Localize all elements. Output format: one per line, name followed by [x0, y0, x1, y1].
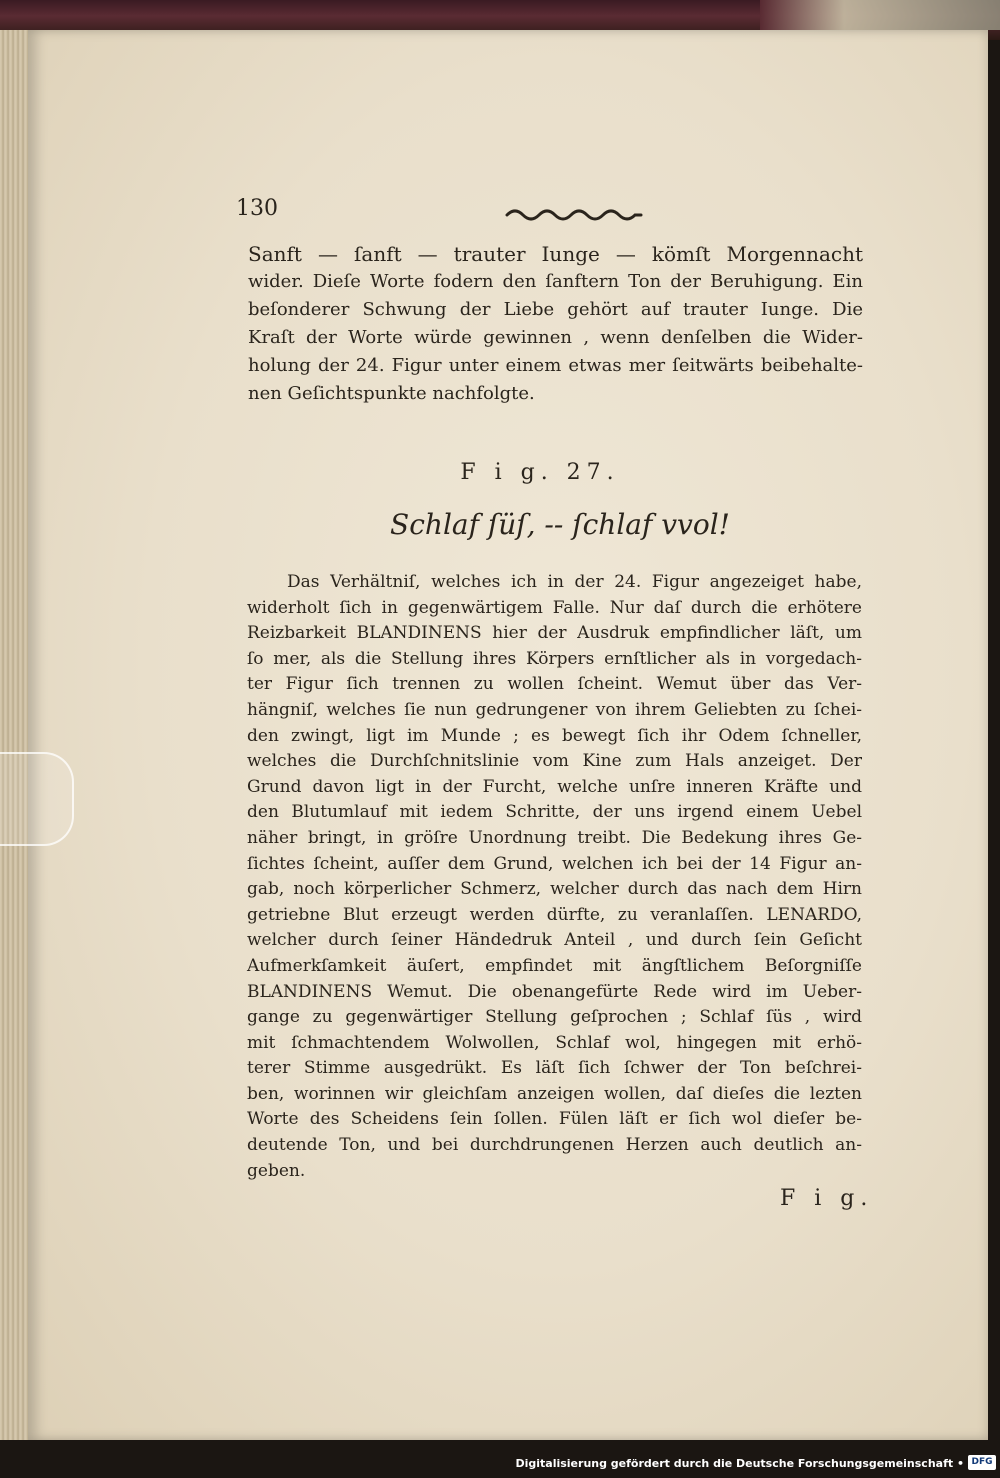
figure-label: F i g. 27. [460, 460, 620, 485]
text-line: den zwingt, ligt im Munde ; es bewegt ſich ihr Odem ſchneller, [247, 725, 862, 746]
text-line: hängniſ, welches ſie nun gedrungener von ihrem Geliebten zu ſchei- [247, 699, 862, 720]
decorative-wave-rule-icon [505, 205, 643, 223]
dfg-logo: DFG [968, 1455, 996, 1470]
text-line: wider. Dieſe Worte fodern den ſanftern Ton der Beruhigung. Ein [248, 271, 863, 292]
text-line: Reizbarkeit BLANDINENS hier der Ausdruk empfindlicher läſt, um [247, 623, 862, 644]
top-paragraph [248, 240, 863, 408]
text-line: deutende Ton, und bei durchdrungenen Herzen auch deutlich an- [247, 1135, 862, 1156]
text-line: Aufmerkſamkeit äuſert, empfindet mit ängſtlichem Beſorgniſſe [247, 955, 862, 976]
text-line: widerholt ſich in gegenwärtigem Falle. Nur daſ durch die erhötere [247, 597, 862, 618]
text-line: Das Verhältniſ, welches ich in der 24. Figur angezeiget habe, [287, 572, 862, 592]
text-line: welches die Durchſchnitslinie vom Kine zum Hals anzeiget. Der [247, 751, 862, 772]
text-line: gange zu gegenwärtiger Stellung geſprochen ; Schlaf ſüs , wird [247, 1007, 862, 1028]
page-number: 130 [236, 196, 278, 221]
bookmark-tab [0, 752, 74, 846]
text-line: holung der 24. Figur unter einem etwas mer ſeitwärts beibehalte- [248, 355, 863, 376]
text-line: BLANDINENS Wemut. Die obenangefürte Rede wird im Ueber- [247, 981, 862, 1002]
text-line: Kraſt der Worte würde gewinnen , wenn denſelben die Wider- [248, 327, 863, 348]
text-line: terer Stimme ausgedrükt. Es läſt ſich ſchwer der Ton beſchrei- [247, 1058, 862, 1079]
digitization-credit: Digitalisierung gefördert durch die Deutsche Forschungsgemeinschaft • [515, 1457, 964, 1470]
text-line: getriebne Blut erzeugt werden dürfte, zu veranlaſſen. LENARDO, [247, 904, 862, 925]
text-line: Grund davon ligt in der Furcht, welche unſre inneren Kräfte und [247, 776, 862, 797]
text-line: welcher durch ſeiner Händedruk Anteil , und durch ſein Geſicht [247, 930, 862, 951]
text-line: ter Figur ſich trennen zu wollen ſcheint. Wemut über das Ver- [247, 674, 862, 695]
text-line: gab, noch körperlicher Schmerz, welcher durch das nach dem Hirn [247, 879, 862, 900]
text-line: ſichtes ſcheint, auſſer dem Grund, welchen ich bei der 14 Figur an- [247, 853, 862, 874]
text-line: den Blutumlauf mit iedem Schritte, der uns irgend einem Uebel [247, 802, 862, 823]
text-line: geben. [247, 1160, 306, 1181]
text-line: Sanft — ſanft — trauter Iunge — kömſt Morgennacht [248, 242, 863, 266]
text-line: näher bringt, in gröſre Unordnung treibt. Die Bedekung ihres Ge- [247, 827, 862, 848]
text-line: beſonderer Schwung der Liebe gehört auf trauter Iunge. Die [248, 299, 863, 320]
catchword: F i g. [780, 1186, 874, 1211]
section-heading: Schlaf ſüſ, -- ſchlaf vvol! [390, 508, 730, 541]
page-edges-top [760, 0, 1000, 30]
body-paragraph [247, 570, 862, 1184]
text-line: ben, worinnen wir gleichſam anzeigen wollen, daſ dieſes die lezten [247, 1083, 862, 1104]
text-line: mit ſchmachtendem Wolwollen, Schlaf wol, hingegen mit erhö- [247, 1032, 862, 1053]
text-line: nen Geſichtspunkte nachfolgte. [248, 383, 535, 404]
text-line: ſo mer, als die Stellung ihres Körpers ernſtlicher als in vorgedach- [247, 648, 862, 669]
text-line: Worte des Scheidens ſein ſollen. Fülen läſt er ſich wol dieſer be- [247, 1109, 862, 1130]
